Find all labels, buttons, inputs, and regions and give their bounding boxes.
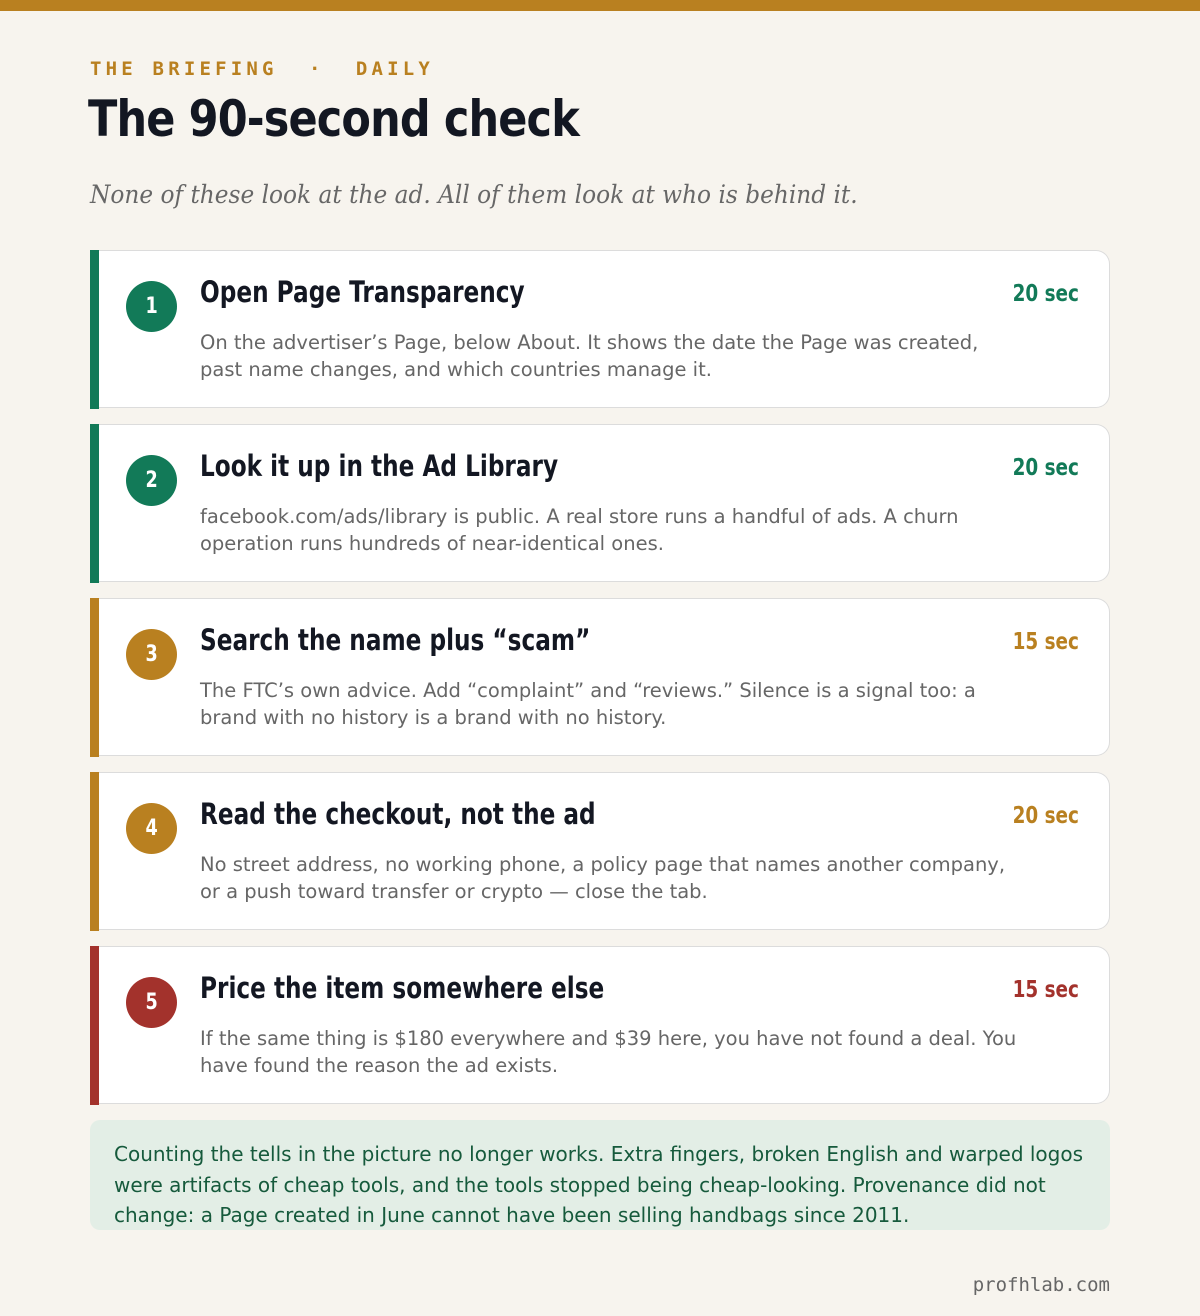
step-description: No street address, no working phone, a policy page that names another company, or a push toward transfer or crypto — close the tab. bbox=[200, 853, 1006, 903]
step-title: Price the item somewhere else bbox=[200, 971, 605, 1005]
step-accent-bar bbox=[90, 424, 99, 583]
step-description: If the same thing is $180 everywhere and $39 here, you have not found a deal. You have found the reason the ad exists. bbox=[200, 1027, 1017, 1077]
page-title: The 90-second check bbox=[88, 90, 579, 148]
step-accent-bar bbox=[90, 598, 99, 757]
step-title: Look it up in the Ad Library bbox=[200, 449, 559, 483]
step-description: The FTC’s own advice. Add “complaint” and “reviews.” Silence is a signal too: a brand with no history is a brand with no history. bbox=[200, 679, 976, 729]
step-accent-bar bbox=[90, 772, 99, 931]
kicker: THE BRIEFING · DAILY bbox=[90, 58, 435, 80]
step-description: facebook.com/ads/library is public. A real store runs a handful of ads. A churn operation runs hundreds of near-identical ones. bbox=[200, 505, 959, 555]
step-card-4 bbox=[90, 772, 1110, 930]
step-duration: 15 sec bbox=[1012, 977, 1079, 1003]
step-card-3 bbox=[90, 598, 1110, 756]
step-number-badge: 5 bbox=[126, 977, 177, 1028]
step-duration: 15 sec bbox=[1012, 629, 1079, 655]
step-title: Open Page Transparency bbox=[200, 275, 525, 309]
provenance-note: Counting the tells in the picture no longer works. Extra fingers, broken English and warped logos were artifacts of cheap tools, and the tools stopped being cheap-looking. Provenance did not change: a Page created in June cannot have been selling handbags since 2011. bbox=[90, 1120, 1110, 1230]
step-card-2 bbox=[90, 424, 1110, 582]
step-title: Search the name plus “scam” bbox=[200, 623, 591, 657]
step-card-5 bbox=[90, 946, 1110, 1104]
step-number-badge: 4 bbox=[126, 803, 177, 854]
page-subtitle: None of these look at the ad. All of them look at who is behind it. bbox=[90, 180, 858, 209]
step-title: Read the checkout, not the ad bbox=[200, 797, 596, 831]
step-accent-bar bbox=[90, 250, 99, 409]
step-duration: 20 sec bbox=[1012, 455, 1079, 481]
step-description: On the advertiser’s Page, below About. It shows the date the Page was created, past name changes, and which countries manage it. bbox=[200, 331, 979, 381]
step-duration: 20 sec bbox=[1012, 281, 1079, 307]
step-number-badge: 1 bbox=[126, 281, 177, 332]
step-accent-bar bbox=[90, 946, 99, 1105]
step-duration: 20 sec bbox=[1012, 803, 1079, 829]
step-card-1 bbox=[90, 250, 1110, 408]
step-number-badge: 3 bbox=[126, 629, 177, 680]
top-accent-bar bbox=[0, 0, 1200, 11]
footer-site-url: profhlab.com bbox=[972, 1274, 1110, 1296]
step-number-badge: 2 bbox=[126, 455, 177, 506]
